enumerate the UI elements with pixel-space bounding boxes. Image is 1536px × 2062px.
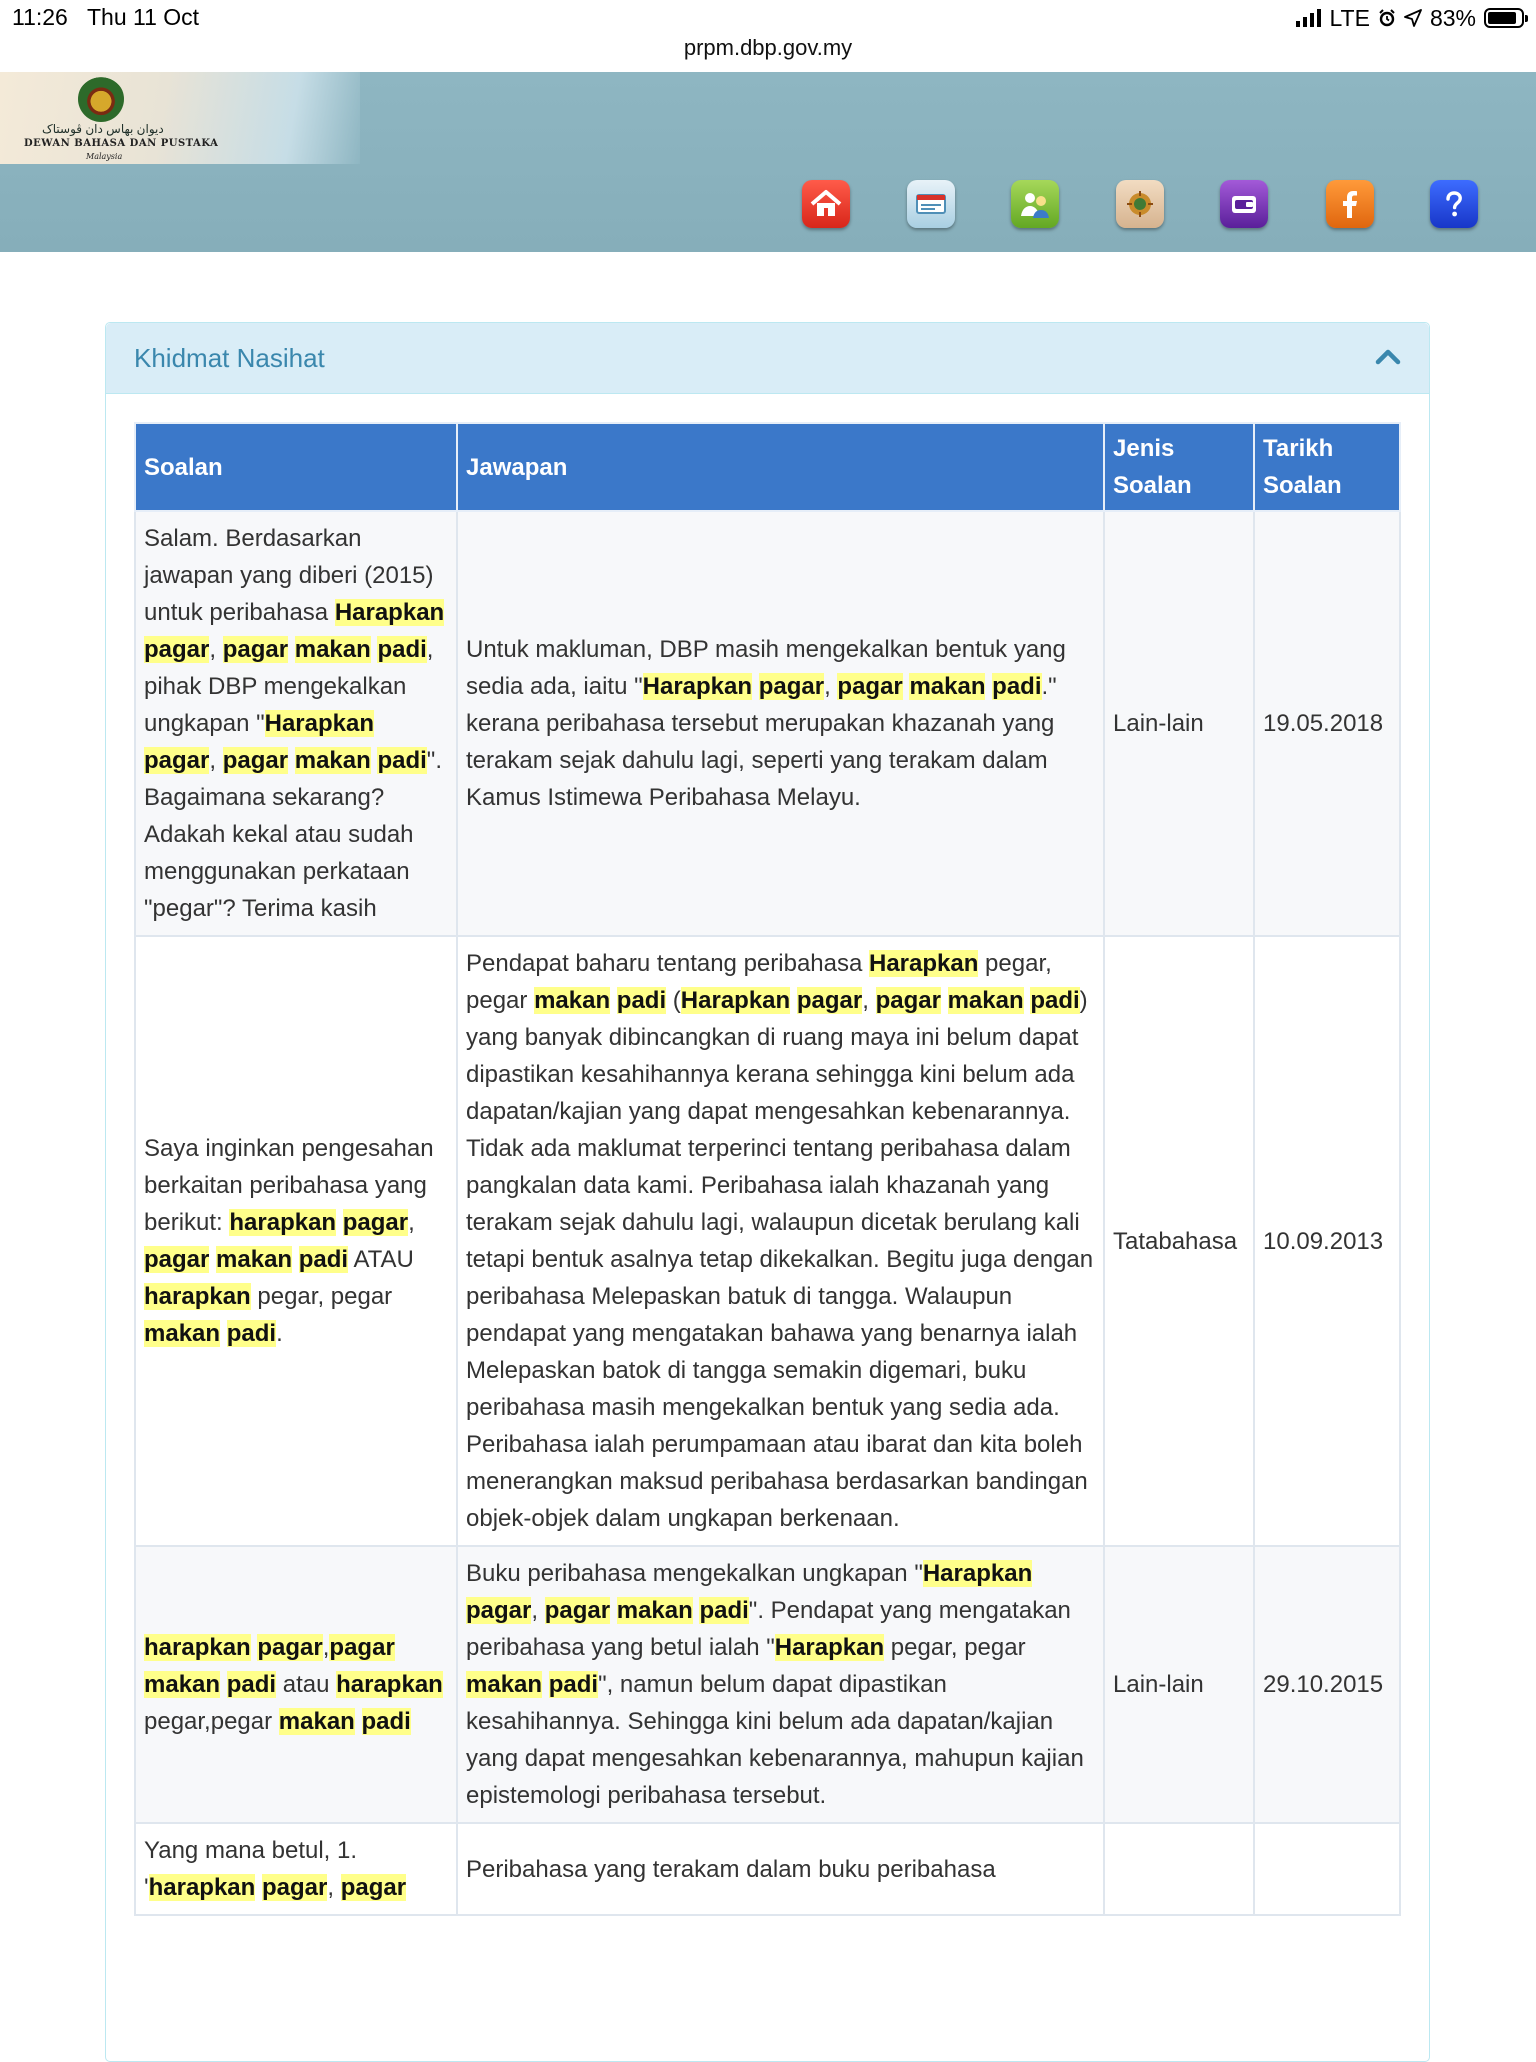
dictionary-icon[interactable] — [907, 180, 955, 228]
highlighted-keyword: padi — [377, 636, 427, 663]
highlighted-keyword: Harapkan — [869, 950, 979, 977]
highlighted-keyword: makan — [144, 1671, 221, 1698]
highlighted-keyword: makan — [909, 673, 986, 700]
jenis-cell: Lain-lain — [1104, 511, 1254, 936]
highlighted-keyword: padi — [298, 1246, 349, 1273]
highlighted-keyword: pagar — [261, 1874, 328, 1901]
wallet-icon[interactable] — [1220, 180, 1268, 228]
highlighted-keyword: padi — [226, 1671, 277, 1698]
logo-name-text: DEWAN BAHASA DAN PUSTAKA — [24, 138, 219, 149]
highlighted-keyword: makan — [216, 1246, 293, 1273]
facebook-icon[interactable] — [1326, 180, 1374, 228]
highlighted-keyword: padi — [992, 673, 1042, 700]
highlighted-keyword: pagar — [466, 1597, 532, 1624]
highlighted-keyword: Harapkan — [334, 599, 445, 626]
dbp-emblem-icon — [78, 76, 124, 122]
highlighted-keyword: harapkan — [229, 1209, 337, 1236]
status-date: Thu 11 Oct — [87, 4, 200, 30]
highlighted-keyword: Harapkan — [642, 673, 753, 700]
status-bar — [0, 0, 1536, 73]
jawapan-cell: Buku peribahasa mengekalkan ungkapan "Harapkan pagar, pagar makan padi". Pendapat yang mengatakan peribahasa yang betul ialah "Harapkan pegar, pegar makan padi", namun belum dapat dipastikan kesahihannya. Sehingga kini belum ada dapatan/kajian yang dapat mengesahkan kebenarannya, mahupun kajian epistemologi peribahasa tersebut. — [457, 1546, 1104, 1823]
address-bar-url[interactable]: prpm.dbp.gov.my — [683, 35, 853, 60]
emblem-icon[interactable] — [1116, 180, 1164, 228]
logo-country-text: Malaysia — [86, 152, 123, 161]
highlighted-keyword: padi — [548, 1671, 599, 1698]
alarm-icon — [1378, 9, 1396, 27]
highlighted-keyword: pagar — [257, 1634, 323, 1661]
table-row — [135, 511, 1400, 936]
table-header-row — [135, 423, 1400, 511]
highlighted-keyword: harapkan — [144, 1634, 251, 1661]
highlighted-keyword: makan — [534, 987, 611, 1014]
highlighted-keyword: pagar — [144, 636, 210, 663]
status-indicators — [1296, 4, 1524, 32]
highlighted-keyword: pagar — [222, 747, 289, 774]
jawapan-cell: Pendapat baharu tentang peribahasa Harapkan pegar, pegar makan padi (Harapkan pagar, pagar makan padi) yang banyak dibincangkan di ruang maya ini belum dapat dipastikan kesahihannya kerana sehingga kini belum ada dapatan/kajian yang dapat mengesahkan kebenarannya. Tidak ada maklumat terperinci tentang peribahasa dalam pangkalan data kami. Peribahasa ialah khazanah yang terakam sejak dahulu lagi, walaupun dicetak berulang kali tetapi bentuk asalnya tetap dikekalkan. Begitu juga dengan peribahasa Melepaskan batuk di tangga. Walaupun pendapat yang mengatakan bahawa yang benarnya ialah Melepaskan batok di tangga semakin digemari, buku peribahasa masih mengekalkan bentuk yang sedia ada. Peribahasa ialah perumpamaan atau ibarat dan kita boleh menerangkan maksud peribahasa berdasarkan bandingan objek-objek dalam ungkapan berkenaan. — [457, 936, 1104, 1546]
highlighted-keyword: Harapkan — [264, 710, 375, 737]
table-row — [135, 936, 1400, 1546]
qa-table — [134, 422, 1401, 1916]
highlighted-keyword: padi — [361, 1708, 411, 1735]
soalan-cell: Saya inginkan pengesahan berkaitan peribahasa yang berikut: harapkan pagar, pagar makan padi ATAU harapkan pegar, pegar makan padi. — [135, 936, 457, 1546]
highlighted-keyword: makan — [278, 1708, 355, 1735]
jenis-cell: Lain-lain — [1104, 1546, 1254, 1823]
jenis-cell: Tatabahasa — [1104, 936, 1254, 1546]
highlighted-keyword: pagar — [796, 987, 863, 1014]
panel-heading[interactable] — [106, 323, 1429, 394]
site-logo[interactable] — [0, 72, 360, 164]
home-icon[interactable] — [802, 180, 850, 228]
tarikh-cell: 19.05.2018 — [1254, 511, 1400, 936]
highlighted-keyword: pagar — [144, 1246, 210, 1273]
highlighted-keyword: makan — [144, 1320, 221, 1347]
highlighted-keyword: Harapkan — [922, 1560, 1033, 1587]
highlighted-keyword: padi — [616, 987, 667, 1014]
highlighted-keyword: makan — [294, 747, 371, 774]
help-icon[interactable] — [1430, 180, 1478, 228]
tarikh-cell: 29.10.2015 — [1254, 1546, 1400, 1823]
highlighted-keyword: padi — [377, 747, 427, 774]
highlighted-keyword: pagar — [544, 1597, 611, 1624]
highlighted-keyword: padi — [226, 1320, 277, 1347]
nav-icon-bar — [0, 180, 1536, 232]
jawapan-cell: Untuk makluman, DBP masih mengekalkan bentuk yang sedia ada, iaitu "Harapkan pagar, pagar makan padi." kerana peribahasa tersebut merupakan khazanah yang terakam sejak dahulu lagi, seperti yang terakam dalam Kamus Istimewa Peribahasa Melayu. — [457, 511, 1104, 936]
highlighted-keyword: makan — [947, 987, 1024, 1014]
soalan-cell: harapkan pagar,pagar makan padi atau harapkan pegar,pegar makan padi — [135, 1546, 457, 1823]
highlighted-keyword: pagar — [340, 1874, 407, 1901]
highlighted-keyword: makan — [466, 1671, 543, 1698]
highlighted-keyword: padi — [1030, 987, 1080, 1014]
battery-percent: 83% — [1429, 4, 1476, 31]
signal-icon — [1296, 9, 1321, 27]
jawapan-cell: Peribahasa yang terakam dalam buku peribahasa — [457, 1823, 1104, 1915]
panel-title: Khidmat Nasihat — [134, 343, 325, 373]
tarikh-cell — [1254, 1823, 1400, 1915]
highlighted-keyword: Harapkan — [774, 1634, 885, 1661]
header-jawapan[interactable]: Jawapan — [457, 423, 1104, 511]
highlighted-keyword: pagar — [329, 1634, 395, 1661]
table-row — [135, 1823, 1400, 1915]
logo-jawi-text: ديوان بهاس دان ڤوستاک — [42, 122, 164, 136]
jenis-cell — [1104, 1823, 1254, 1915]
table-row — [135, 1546, 1400, 1823]
status-time: 11:26 — [12, 4, 68, 30]
site-header — [0, 72, 1536, 252]
highlighted-keyword: padi — [699, 1597, 749, 1624]
header-jenis-soalan[interactable]: Jenis Soalan — [1104, 423, 1254, 511]
highlighted-keyword: pagar — [342, 1209, 409, 1236]
highlighted-keyword: pagar — [837, 673, 903, 700]
highlighted-keyword: Harapkan — [680, 987, 791, 1014]
highlighted-keyword: pagar — [875, 987, 941, 1014]
highlighted-keyword: harapkan — [336, 1671, 443, 1698]
battery-icon — [1484, 8, 1524, 28]
network-label: LTE — [1329, 4, 1370, 31]
header-tarikh-soalan[interactable]: Tarikh Soalan — [1254, 423, 1400, 511]
highlighted-keyword: makan — [294, 636, 371, 663]
soalan-cell: Salam. Berdasarkan jawapan yang diberi (2015) untuk peribahasa Harapkan pagar, pagar makan padi, pihak DBP mengekalkan ungkapan "Harapkan pagar, pagar makan padi". Bagaimana sekarang? Adakah kekal atau sudah menggunakan perkataan "pegar"? Terima kasih — [135, 511, 457, 936]
header-soalan[interactable]: Soalan — [135, 423, 457, 511]
highlighted-keyword: pagar — [758, 673, 825, 700]
community-icon[interactable] — [1011, 180, 1059, 228]
highlighted-keyword: makan — [616, 1597, 693, 1624]
highlighted-keyword: pagar — [144, 747, 210, 774]
location-icon — [1404, 9, 1422, 27]
highlighted-keyword: harapkan — [144, 1283, 251, 1310]
highlighted-keyword: pagar — [222, 636, 289, 663]
chevron-up-icon[interactable] — [1375, 347, 1401, 367]
soalan-cell: Yang mana betul, 1. 'harapkan pagar, pagar — [135, 1823, 457, 1915]
tarikh-cell: 10.09.2013 — [1254, 936, 1400, 1546]
khidmat-nasihat-panel — [105, 322, 1430, 2062]
highlighted-keyword: harapkan — [148, 1874, 256, 1901]
